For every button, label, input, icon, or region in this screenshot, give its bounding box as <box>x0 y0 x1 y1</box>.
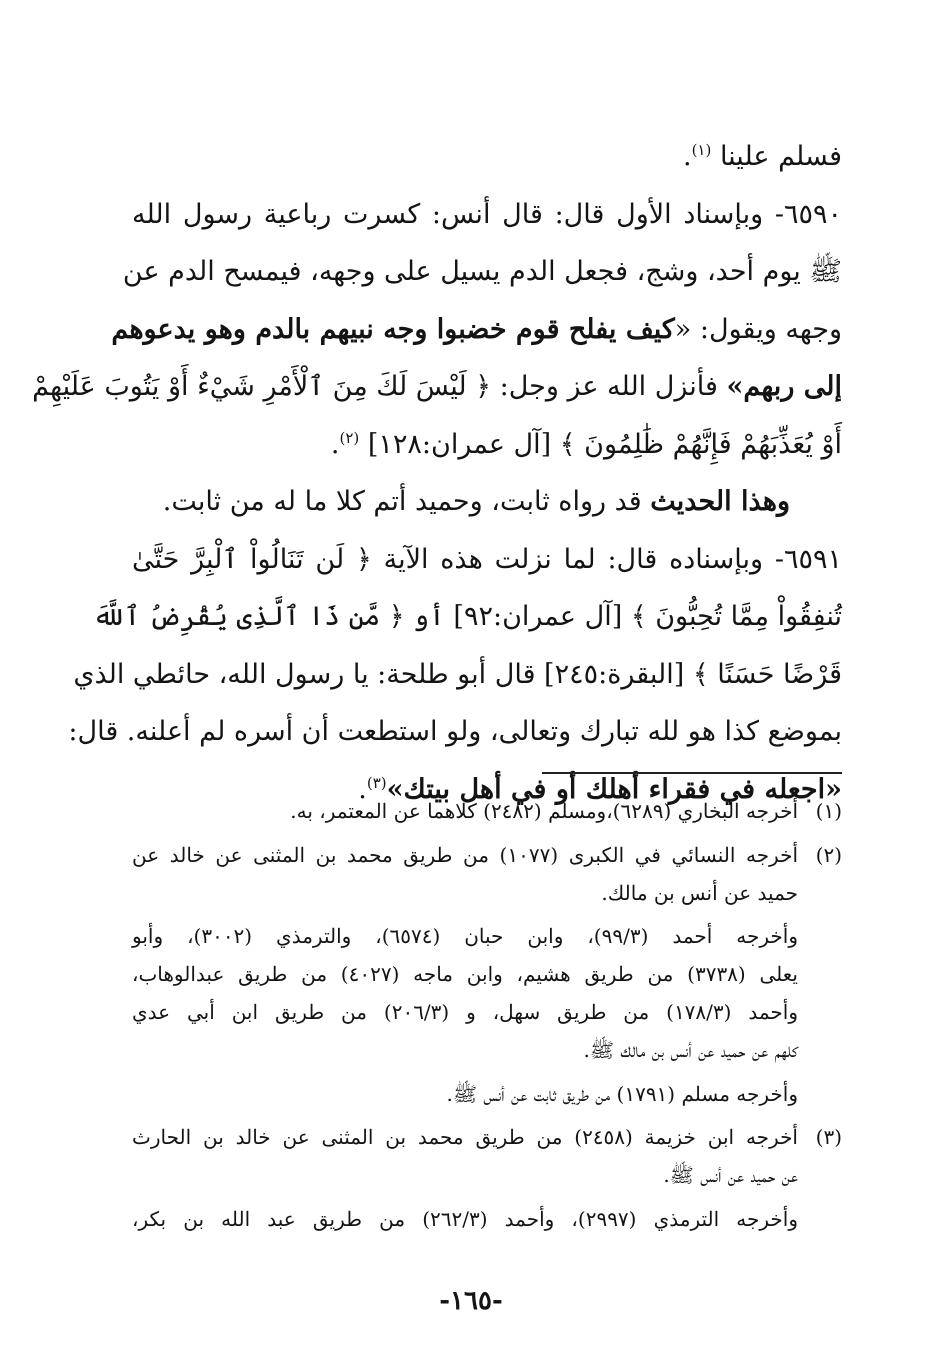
footnote-line: وأخرجه الترمذي (٢٩٩٧)، وأحمد (٢٦٢/٣) من طريق عبد الله بن بكر، <box>132 1206 799 1231</box>
main-line: ﷺ يوم أحد، وشج، فجعل الدم يسيل على وجهه، فيمسح الدم عن <box>122 256 842 287</box>
footnotes <box>132 793 842 1239</box>
footnote-separator <box>542 772 842 774</box>
main-line: قَرْضًا حَسَنًا ﴾ [البقرة:٢٤٥] قال أبو طلحة: يا رسول الله، حائطي الذي <box>73 658 842 690</box>
footnote-line: وأخرجه مسلم (١٧٩١) من طريق ثابت عن أنس ﷺ. <box>446 1081 798 1106</box>
footnote-line: يعلى (٣٧٣٨) من طريق هشيم، وابن ماجه (٤٠٢٧) من طريق عبدالوهاب، <box>132 962 798 987</box>
main-line: ٦٥٩٠- وبإسناد الأول قال: قال أنس: كسرت رباعية رسول الله <box>132 198 842 230</box>
footnote-marker: (٣) <box>366 773 387 792</box>
main-line: تُنفِقُواْ مِمَّا تُحِبُّونَ ﴾ [آل عمران:٩٢] أو ﴿ مَّن ذَا ٱلَّذِى يُقْرِضُ ٱللَّهَ <box>92 601 842 632</box>
main-text <box>32 128 842 818</box>
footnote-line: وأحمد (١٧٨/٣) من طريق سهل، و (٢٠٦/٣) من طريق ابن أبي عدي <box>132 999 799 1024</box>
main-line: إلى ربهم» فأنزل الله عز وجل: ﴿ لَيْسَ لَكَ مِنَ ٱلْأَمْرِ شَيْءٌ أَوْ يَتُوبَ عَلَيْهِمْ <box>32 371 842 402</box>
footnote-number: (١) <box>815 799 842 823</box>
main-line: فسلم علينا $^{(١)}$. <box>682 141 842 172</box>
footnote-line: عن حميد عن أنس ﷺ. <box>663 1163 798 1188</box>
footnote-line: حميد عن أنس بن مالك. <box>601 880 798 905</box>
page-number: -١٦٥- <box>439 1286 503 1316</box>
main-line: وجهه ويقول: «كيف يفلح قوم خضبوا وجه نبيهم بالدم وهو يدعوهم <box>111 313 842 345</box>
footnote-line: كلهم عن حميد عن أنس بن مالك ﷺ. <box>583 1037 798 1062</box>
footnote-line: (٢)أخرجه النسائي في الكبرى (١٠٧٧) من طريق محمد بن المثنى عن خالد عن <box>132 837 842 875</box>
main-line: أَوْ يُعَذِّبَهُمْ فَإِنَّهُمْ ظَٰلِمُونَ ﴾ [آل عمران:١٢٨] $^{(٢)}$. <box>330 428 842 460</box>
main-line: وهذا الحديث قد رواه ثابت، وحميد أتم كلا ما له من ثابت. <box>162 486 790 517</box>
footnote-number: (٣) <box>815 1125 842 1150</box>
footnote-line: وأخرجه أحمد (٩٩/٣)، وابن حبان (٦٥٧٤)، والترمذي (٣٠٠٢)، وأبو <box>132 924 798 949</box>
footnote-marker: (٢) <box>339 428 360 447</box>
footnote-line: (٣)أخرجه ابن خزيمة (٢٤٥٨) من طريق محمد بن المثنى عن خالد بن الحارث <box>132 1119 842 1157</box>
main-line: ٦٥٩١- وبإسناده قال: لما نزلت هذه الآية ﴿ لَن تَنَالُواْ ٱلْبِرَّ حَتَّىٰ <box>132 543 842 575</box>
footnote-line: (١)أخرجه البخاري (٦٢٨٩)،ومسلم (٢٤٨٢) كلاهما عن المعتمر، به. <box>132 793 842 831</box>
footnote-number: (٢) <box>815 842 843 867</box>
main-line: بموضع كذا هو لله تبارك وتعالى، ولو استطعت أن أسره لم أعلنه. قال: <box>68 716 842 747</box>
main-line: «اجعله في فقراء أهلك أو في أهل بيتك»$^{(٣)}$. <box>358 773 842 805</box>
footnote-marker: (١) <box>691 141 712 159</box>
